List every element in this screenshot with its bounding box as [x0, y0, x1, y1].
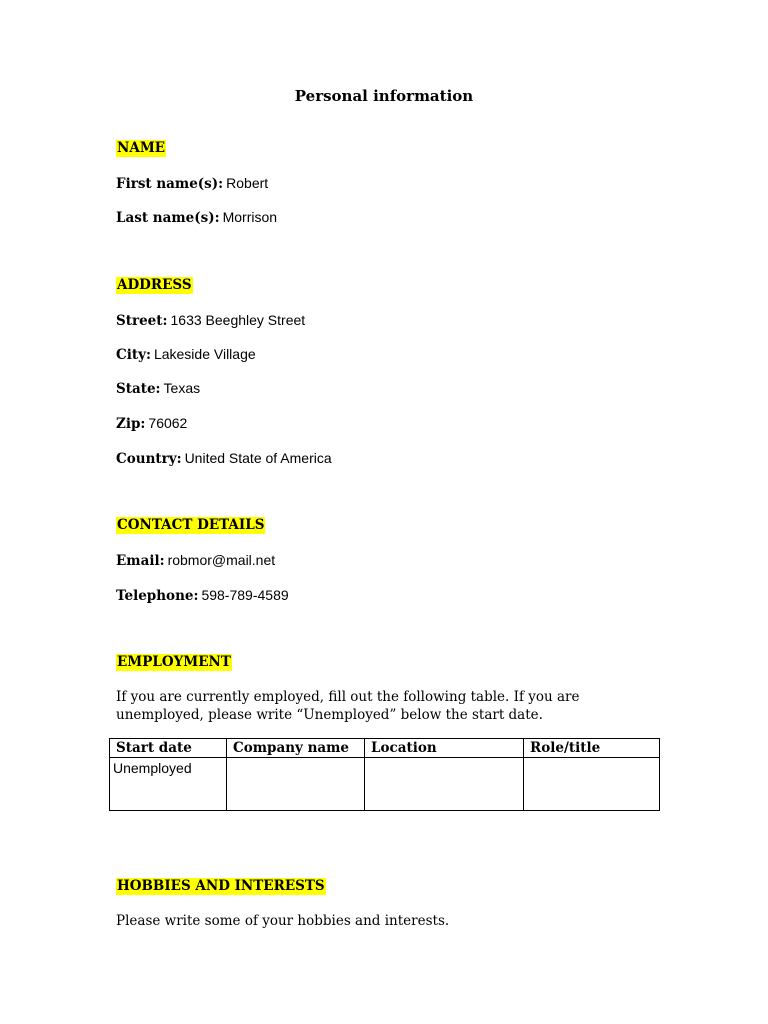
header-role-title: Role/title — [524, 739, 660, 758]
zip-label: Zip: — [116, 416, 146, 432]
header-location: Location — [365, 739, 524, 758]
country-field — [116, 449, 332, 468]
telephone-value[interactable]: 598-789-4589 — [201, 587, 289, 603]
first-name-value[interactable]: Robert — [226, 175, 269, 191]
table-row — [110, 758, 660, 811]
contact-heading: CONTACT DETAILS — [117, 517, 265, 533]
page-title: Personal information — [294, 87, 474, 105]
state-value[interactable]: Texas — [163, 380, 201, 396]
zip-field — [116, 414, 187, 433]
cell-start-date[interactable]: Unemployed — [110, 758, 227, 811]
hobbies-instructions: Please write some of your hobbies and interests. — [116, 913, 450, 929]
last-name-value[interactable]: Morrison — [222, 209, 278, 225]
first-name-label: First name(s): — [116, 176, 224, 192]
name-heading: NAME — [117, 140, 166, 156]
city-label: City: — [116, 347, 151, 363]
country-label: Country: — [116, 451, 182, 467]
email-label: Email: — [116, 553, 165, 569]
address-heading: ADDRESS — [117, 277, 192, 293]
state-label: State: — [116, 381, 161, 397]
last-name-label: Last name(s): — [116, 210, 220, 226]
employment-table-header-row — [110, 739, 660, 758]
email-field — [116, 551, 275, 570]
cell-company-name[interactable] — [227, 758, 365, 811]
country-value[interactable]: United State of America — [184, 450, 332, 466]
cell-location[interactable] — [365, 758, 524, 811]
header-company-name: Company name — [227, 739, 365, 758]
telephone-label: Telephone: — [116, 588, 199, 604]
employment-heading: EMPLOYMENT — [117, 654, 231, 670]
employment-table — [109, 738, 660, 811]
city-value[interactable]: Lakeside Village — [153, 346, 256, 362]
street-value[interactable]: 1633 Beeghley Street — [170, 312, 306, 328]
employment-instructions: If you are currently employed, fill out the following table. If you are unemployed, please write “Unemployed” below the start date. — [116, 689, 580, 723]
zip-value[interactable]: 76062 — [148, 415, 188, 431]
header-start-date: Start date — [110, 739, 227, 758]
city-field — [116, 345, 256, 364]
state-field — [116, 379, 200, 398]
first-name-field — [116, 174, 268, 193]
telephone-field — [116, 586, 289, 605]
street-field — [116, 311, 305, 330]
cell-role-title[interactable] — [524, 758, 660, 811]
last-name-field — [116, 208, 277, 227]
email-value[interactable]: robmor@mail.net — [167, 552, 276, 568]
hobbies-heading: HOBBIES AND INTERESTS — [117, 878, 325, 894]
street-label: Street: — [116, 313, 168, 329]
